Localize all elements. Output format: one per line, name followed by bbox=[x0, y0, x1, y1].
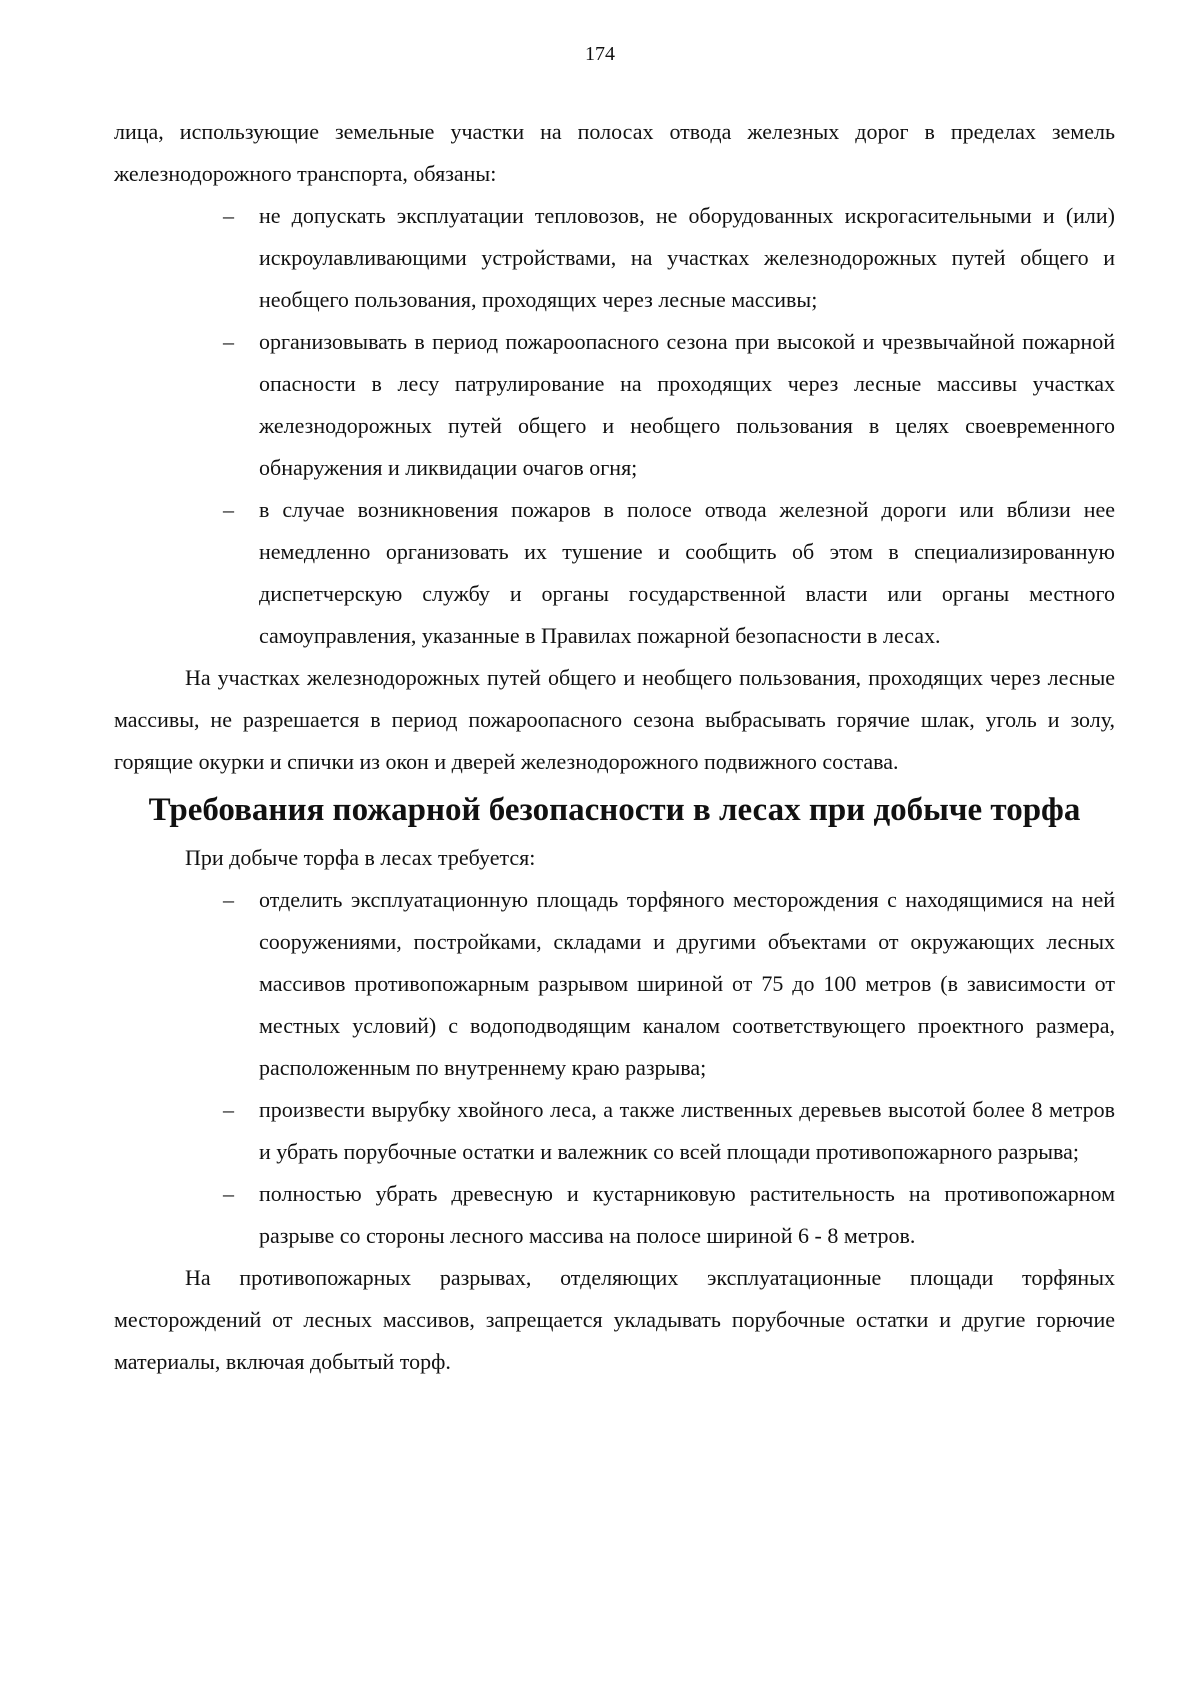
list-item bbox=[114, 195, 1115, 321]
list-item bbox=[114, 489, 1115, 657]
bullet-dash: – bbox=[223, 203, 234, 228]
list-item bbox=[114, 1173, 1115, 1257]
list-item-text: полностью убрать древесную и кустарниковую растительность на противопожарном разрыве со стороны лесного массива на полосе шириной 6 - 8 метров. bbox=[259, 1181, 1115, 1248]
section2-intro-paragraph: При добыче торфа в лесах требуется: bbox=[185, 845, 536, 870]
list-item bbox=[114, 321, 1115, 489]
document-body bbox=[114, 111, 1115, 1383]
section2-closing-paragraph: На противопожарных разрывах, отделяющих эксплуатационные площади торфяных месторождений от лесных массивов, запрещается укладывать порубочные остатки и другие горючие материалы, включая добытый торф. bbox=[114, 1265, 1115, 1374]
page-number: 174 bbox=[585, 43, 615, 65]
bullet-dash: – bbox=[223, 1181, 234, 1206]
bullet-dash: – bbox=[223, 497, 234, 522]
list-item-text: не допускать эксплуатации тепловозов, не оборудованных искрогасительными и (или) искроулавливающими устройствами, на участках железнодорожных путей общего и необщего пользования, проходящих через лесные массивы; bbox=[259, 203, 1115, 312]
section-heading: Требования пожарной безопасности в лесах при добыче торфа bbox=[148, 792, 1081, 828]
list-item-text: организовывать в период пожароопасного сезона при высокой и чрезвычайной пожарной опасности в лесу патрулирование на проходящих через лесные массивы участках железнодорожных путей общего и необщего пользования в целях своевременного обнаружения и ликвидации очагов огня; bbox=[259, 329, 1115, 480]
bullet-dash: – bbox=[223, 887, 234, 912]
list-item-text: в случае возникновения пожаров в полосе отвода железной дороги или вблизи нее немедленно организовать их тушение и сообщить об этом в специализированную диспетчерскую службу и органы государственной власти или органы местного самоуправления, указанные в Правилах пожарной безопасности в лесах. bbox=[259, 497, 1115, 648]
section1-bullet-list bbox=[114, 195, 1115, 657]
list-item bbox=[114, 1089, 1115, 1173]
list-item bbox=[114, 879, 1115, 1089]
section1-closing-paragraph: На участках железнодорожных путей общего и необщего пользования, проходящих через лесные массивы, не разрешается в период пожароопасного сезона выбрасывать горячие шлак, уголь и золу, горящие окурки и спички из окон и дверей железнодорожного подвижного состава. bbox=[114, 665, 1115, 774]
section1-lead-paragraph: лица, использующие земельные участки на полосах отвода железных дорог в пределах земель железнодорожного транспорта, обязаны: bbox=[114, 119, 1115, 186]
section2-bullet-list bbox=[114, 879, 1115, 1257]
list-item-text: произвести вырубку хвойного леса, а также лиственных деревьев высотой более 8 метров и убрать порубочные остатки и валежник со всей площади противопожарного разрыва; bbox=[259, 1097, 1115, 1164]
list-item-text: отделить эксплуатационную площадь торфяного месторождения с находящимися на ней сооружениями, постройками, складами и другими объектами от окружающих лесных массивов противопожарным разрывом шириной от 75 до 100 метров (в зависимости от местных условий) с водоподводящим каналом соответствующего проектного размера, расположенным по внутреннему краю разрыва; bbox=[259, 887, 1115, 1080]
bullet-dash: – bbox=[223, 1097, 234, 1122]
bullet-dash: – bbox=[223, 329, 234, 354]
